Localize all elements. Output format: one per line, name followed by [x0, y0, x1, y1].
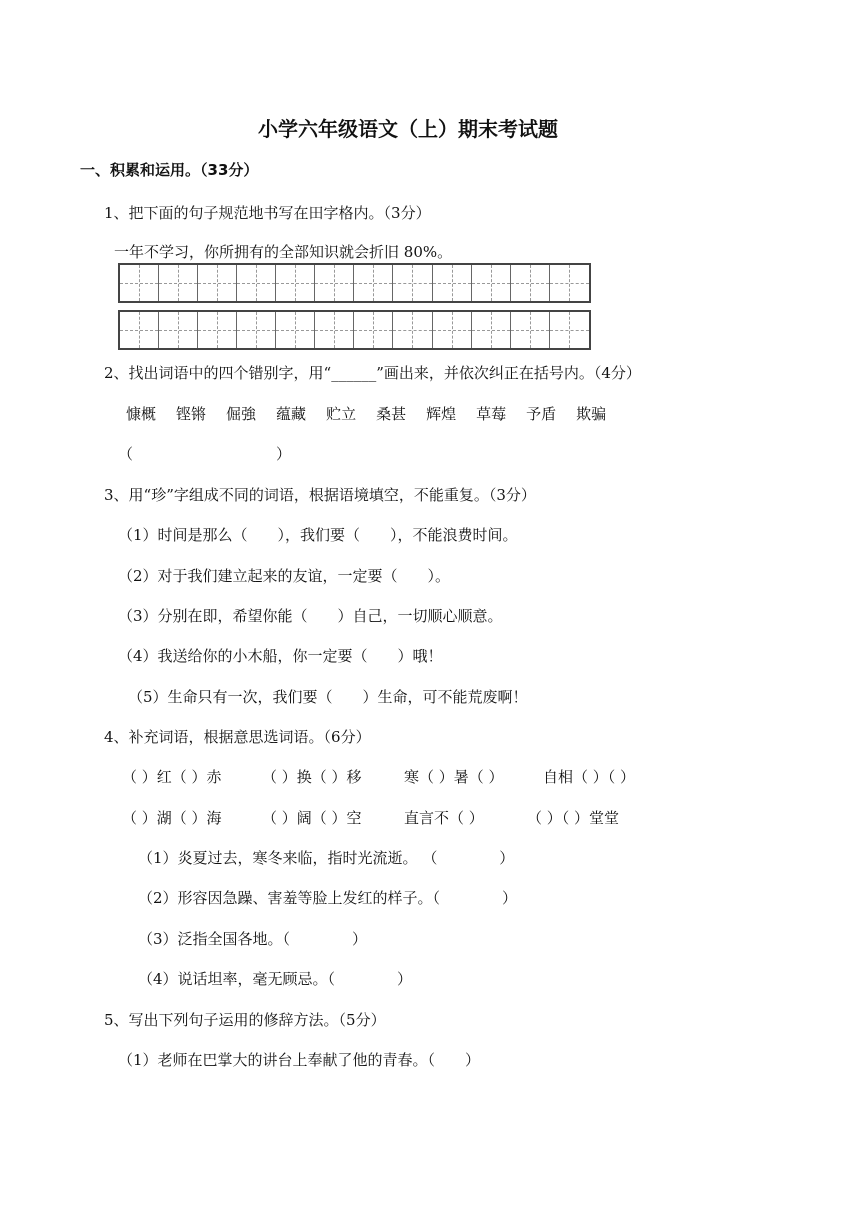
section-heading: 一、积累和运用。（33分）	[80, 161, 259, 179]
grid-cell[interactable]	[159, 312, 198, 348]
q5-prompt: 5、写出下列句子运用的修辞方法。（5分）	[104, 1011, 386, 1029]
grid-cell[interactable]	[315, 312, 354, 348]
q3-item[interactable]: （2）对于我们建立起来的友谊，一定要（ ）。	[118, 567, 451, 585]
q4-item[interactable]: （3）泛指全国各地。（ ）	[138, 930, 368, 948]
grid-cell[interactable]	[237, 265, 276, 301]
q4-idiom[interactable]: （ ）（ ）堂堂	[527, 809, 620, 827]
grid-cell[interactable]	[511, 265, 550, 301]
q3-item[interactable]: （1）时间是那么（ ），我们要（ ），不能浪费时间。	[118, 526, 518, 544]
grid-cell[interactable]	[198, 265, 237, 301]
q4-idiom[interactable]: 寒（ ）暑（ ）	[404, 768, 504, 786]
q4-idiom[interactable]: （ ）湖（ ）海	[122, 809, 222, 827]
q4-item[interactable]: （4）说话坦率，毫无顾忌。（ ）	[138, 970, 413, 988]
q4-idiom[interactable]: （ ）换（ ）移	[262, 768, 362, 786]
q3-item[interactable]: （5）生命只有一次，我们要（ ）生命，可不能荒废啊！	[128, 688, 528, 706]
q2-prompt: 2、找出词语中的四个错别字，用“______”画出来，并依次纠正在括号内。（4分）	[104, 364, 641, 382]
word-item[interactable]: 蕴藏	[276, 405, 307, 423]
word-item[interactable]: 辉煌	[426, 405, 457, 423]
q3-prompt: 3、用“珍”字组成不同的词语，根据语境填空，不能重复。（3分）	[104, 486, 536, 504]
grid-cell[interactable]	[276, 312, 315, 348]
q1-sentence: 一年不学习，你所拥有的全部知识就会折旧 80%。	[114, 243, 453, 261]
grid-cell[interactable]	[198, 312, 237, 348]
word-item[interactable]: 桑甚	[376, 405, 407, 423]
word-item[interactable]: 草莓	[476, 405, 507, 423]
q4-idiom[interactable]: 自相（ ）（ ）	[543, 768, 636, 786]
q4-idiom[interactable]: （ ）红（ ）赤	[122, 768, 222, 786]
word-item[interactable]: 欺骗	[576, 405, 607, 423]
grid-cell[interactable]	[120, 265, 159, 301]
grid-cell[interactable]	[276, 265, 315, 301]
word-item[interactable]: 贮立	[326, 405, 357, 423]
grid-cell[interactable]	[120, 312, 159, 348]
grid-cell[interactable]	[354, 312, 393, 348]
q4-item[interactable]: （1）炎夏过去，寒冬来临，指时光流逝。 （ ）	[138, 849, 515, 867]
word-item[interactable]: 倔強	[226, 405, 257, 423]
q4-prompt: 4、补充词语，根据意思选词语。（6分）	[104, 728, 371, 746]
grid-cell[interactable]	[433, 265, 472, 301]
grid-cell[interactable]	[393, 312, 432, 348]
grid-cell[interactable]	[550, 265, 589, 301]
tianzige-row-1[interactable]	[118, 263, 591, 303]
grid-cell[interactable]	[237, 312, 276, 348]
grid-cell[interactable]	[393, 265, 432, 301]
q4-item[interactable]: （2）形容因急躁、害羞等脸上发红的样子。（ ）	[138, 889, 518, 907]
tianzige-row-2[interactable]	[118, 310, 591, 350]
grid-cell[interactable]	[315, 265, 354, 301]
q4-idiom[interactable]: 直言不（ ）	[404, 809, 484, 827]
q3-item[interactable]: （3）分别在即，希望你能（ ）自己，一切顺心顺意。	[118, 607, 503, 625]
q5-item[interactable]: （1）老师在巴掌大的讲台上奉献了他的青春。（ ）	[118, 1051, 481, 1069]
q2-word-list	[126, 404, 626, 424]
page-title: 小学六年级语文（上）期末考试题	[258, 117, 558, 141]
grid-cell[interactable]	[511, 312, 550, 348]
grid-cell[interactable]	[354, 265, 393, 301]
word-item[interactable]: 予盾	[526, 405, 557, 423]
grid-cell[interactable]	[472, 265, 511, 301]
grid-cell[interactable]	[159, 265, 198, 301]
word-item[interactable]: 慷概	[126, 405, 157, 423]
q4-idiom[interactable]: （ ）阔（ ）空	[262, 809, 362, 827]
q1-prompt: 1、把下面的句子规范地书写在田字格内。（3分）	[104, 204, 431, 222]
grid-cell[interactable]	[550, 312, 589, 348]
q2-answer-blank[interactable]: （ ）	[118, 445, 292, 463]
q3-item[interactable]: （4）我送给你的小木船，你一定要（ ）哦！	[118, 647, 443, 665]
word-item[interactable]: 铿锵	[176, 405, 207, 423]
grid-cell[interactable]	[433, 312, 472, 348]
grid-cell[interactable]	[472, 312, 511, 348]
